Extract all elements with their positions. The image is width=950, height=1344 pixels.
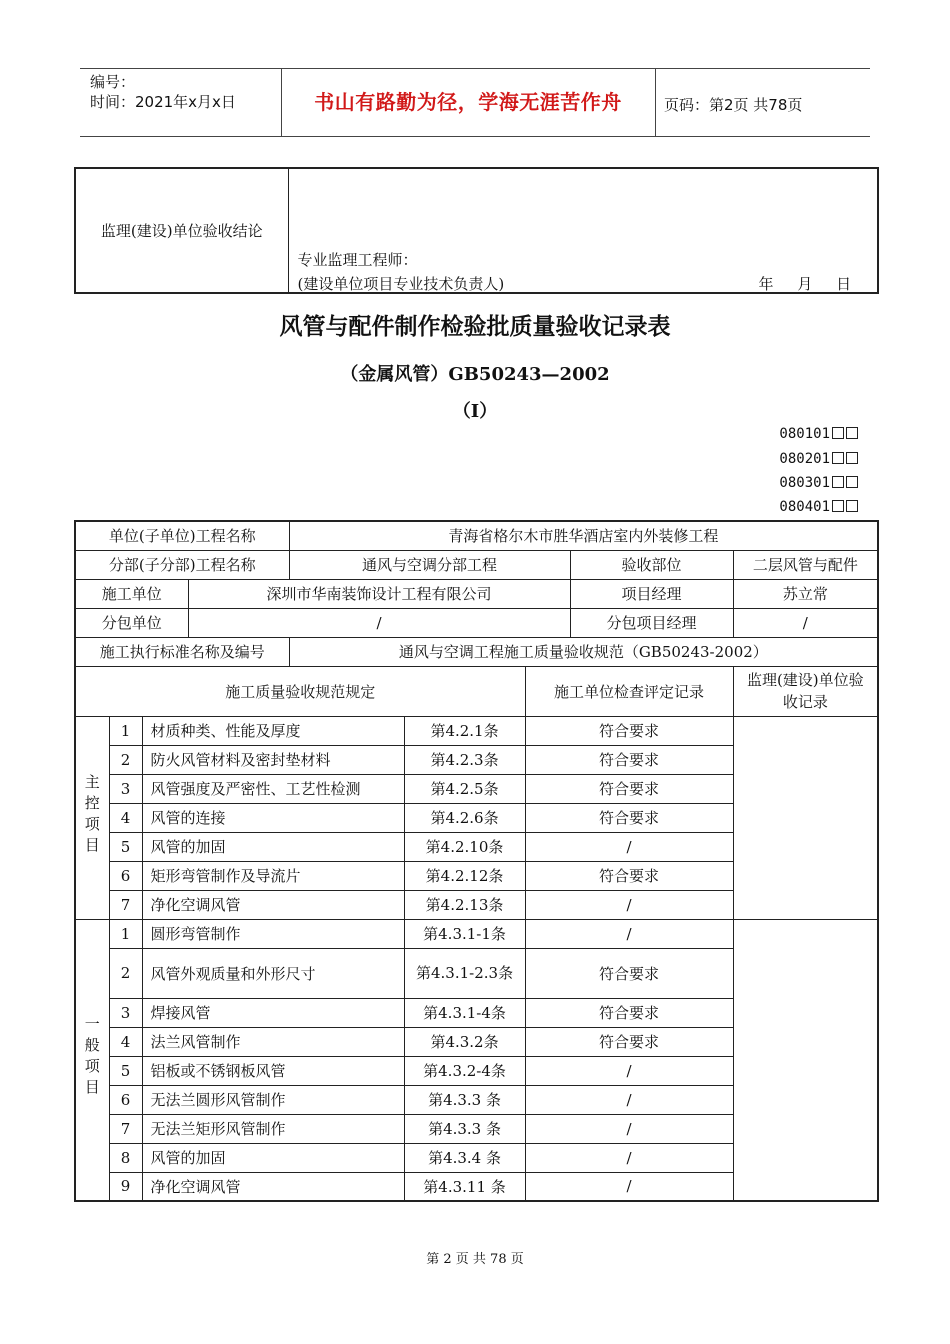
acceptance-part-value: 二层风管与配件 xyxy=(733,550,878,579)
row-no: 8 xyxy=(109,1143,142,1172)
code-line-4 xyxy=(779,499,858,515)
col-supervisor-record: 监理(建设)单位验收记录 xyxy=(733,666,878,716)
row-no: 7 xyxy=(109,890,142,919)
checkbox-icon xyxy=(832,500,844,512)
row-item: 风管外观质量和外形尺寸 xyxy=(142,948,404,998)
standard-label: 施工执行标准名称及编号 xyxy=(75,637,289,666)
division-label: 分部(子分部)工程名称 xyxy=(75,550,289,579)
checkbox-icon xyxy=(832,476,844,488)
code-value: 080201 xyxy=(779,451,830,467)
pm-label: 项目经理 xyxy=(570,579,733,608)
contractor-value: 深圳市华南装饰设计工程有限公司 xyxy=(188,579,570,608)
row-clause: 第4.3.1-2.3条 xyxy=(404,948,525,998)
header-page-info: 页码：第2页 共78页 xyxy=(664,96,803,114)
acceptance-part-label: 验收部位 xyxy=(570,550,733,579)
row-clause: 第4.2.5条 xyxy=(404,774,525,803)
conclusion-label: 监理(建设)单位验收结论 xyxy=(75,168,288,293)
row-item: 风管的加固 xyxy=(142,832,404,861)
row-no: 6 xyxy=(109,1085,142,1114)
contractor-label: 施工单位 xyxy=(75,579,188,608)
row-clause: 第4.2.6条 xyxy=(404,803,525,832)
standard-value: 通风与空调工程施工质量验收规范（GB50243-2002） xyxy=(289,637,878,666)
row-clause: 第4.3.1-1条 xyxy=(404,919,525,948)
code-value: 080101 xyxy=(779,426,830,442)
main-items-group xyxy=(75,716,109,919)
doc-subtitle: （金属风管）GB50243—2002 xyxy=(340,364,610,385)
general-supervisor-record xyxy=(733,919,878,1201)
row-item: 防火风管材料及密封垫材料 xyxy=(142,745,404,774)
row-item: 材质种类、性能及厚度 xyxy=(142,716,404,745)
col-contractor-record: 施工单位检查评定记录 xyxy=(525,666,733,716)
row-clause: 第4.3.4 条 xyxy=(404,1143,525,1172)
row-item: 矩形弯管制作及导流片 xyxy=(142,861,404,890)
sub-pm-label: 分包项目经理 xyxy=(570,608,733,637)
row-clause: 第4.2.12条 xyxy=(404,861,525,890)
header-time: 时间：2021年x月x日 xyxy=(90,93,236,111)
row-item: 风管的加固 xyxy=(142,1143,404,1172)
doc-part: （Ⅰ） xyxy=(452,401,498,422)
unit-label: 单位(子单位)工程名称 xyxy=(75,521,289,550)
row-item: 风管强度及严密性、工艺性检测 xyxy=(142,774,404,803)
row-item: 法兰风管制作 xyxy=(142,1027,404,1056)
supervisor-conclusion-table xyxy=(74,167,879,294)
row-no: 6 xyxy=(109,861,142,890)
row-result: / xyxy=(525,1056,733,1085)
row-result: / xyxy=(525,1143,733,1172)
inspection-record-table xyxy=(74,520,879,1202)
row-no: 5 xyxy=(109,832,142,861)
row-result: / xyxy=(525,1085,733,1114)
row-clause: 第4.3.11 条 xyxy=(404,1172,525,1201)
row-clause: 第4.2.10条 xyxy=(404,832,525,861)
sub-label: 分包单位 xyxy=(75,608,188,637)
row-no: 9 xyxy=(109,1172,142,1201)
row-no: 1 xyxy=(109,716,142,745)
row-result: / xyxy=(525,919,733,948)
row-no: 3 xyxy=(109,998,142,1027)
row-clause: 第4.3.2-4条 xyxy=(404,1056,525,1085)
code-line-3 xyxy=(779,475,858,491)
code-line-1 xyxy=(779,426,858,442)
row-result: 符合要求 xyxy=(525,1027,733,1056)
main-items-label: 主控项目 xyxy=(82,773,101,858)
header-number: 编号： xyxy=(90,73,136,91)
main-supervisor-record xyxy=(733,716,878,919)
checkbox-icon xyxy=(832,427,844,439)
checkbox-icon xyxy=(846,427,858,439)
row-no: 4 xyxy=(109,803,142,832)
row-item: 无法兰圆形风管制作 xyxy=(142,1085,404,1114)
date-label: 年 月 日 xyxy=(758,275,852,293)
row-result: 符合要求 xyxy=(525,948,733,998)
sub-pm-value: / xyxy=(733,608,878,637)
code-value: 080401 xyxy=(779,499,830,515)
header-bottom-rule xyxy=(80,136,870,137)
col-spec: 施工质量验收规范规定 xyxy=(75,666,525,716)
row-no: 5 xyxy=(109,1056,142,1085)
engineer-label: 专业监理工程师： xyxy=(297,251,418,269)
row-result: 符合要求 xyxy=(525,745,733,774)
row-clause: 第4.3.2条 xyxy=(404,1027,525,1056)
row-clause: 第4.2.1条 xyxy=(404,716,525,745)
unit-value: 青海省格尔木市胜华酒店室内外装修工程 xyxy=(289,521,878,550)
sub-value: / xyxy=(188,608,570,637)
row-item: 无法兰矩形风管制作 xyxy=(142,1114,404,1143)
row-clause: 第4.3.3 条 xyxy=(404,1085,525,1114)
code-line-2 xyxy=(779,451,858,467)
checkbox-icon xyxy=(846,500,858,512)
row-no: 2 xyxy=(109,745,142,774)
row-item: 焊接风管 xyxy=(142,998,404,1027)
owner-label: (建设单位项目专业技术负责人) xyxy=(297,275,505,293)
row-result: 符合要求 xyxy=(525,774,733,803)
general-items-group xyxy=(75,919,109,1201)
row-item: 铝板或不锈钢板风管 xyxy=(142,1056,404,1085)
row-result: 符合要求 xyxy=(525,998,733,1027)
row-clause: 第4.2.13条 xyxy=(404,890,525,919)
header-divider-2 xyxy=(655,69,656,136)
code-value: 080301 xyxy=(779,475,830,491)
row-result: / xyxy=(525,890,733,919)
row-item: 净化空调风管 xyxy=(142,890,404,919)
row-result: / xyxy=(525,1114,733,1143)
checkbox-icon xyxy=(832,452,844,464)
pm-value: 苏立常 xyxy=(733,579,878,608)
row-result: / xyxy=(525,832,733,861)
checkbox-icon xyxy=(846,452,858,464)
row-result: / xyxy=(525,1172,733,1201)
row-no: 4 xyxy=(109,1027,142,1056)
row-clause: 第4.2.3条 xyxy=(404,745,525,774)
header-top-rule xyxy=(80,68,870,69)
row-item: 圆形弯管制作 xyxy=(142,919,404,948)
general-items-label: 一般项目 xyxy=(82,1015,101,1100)
row-clause: 第4.3.1-4条 xyxy=(404,998,525,1027)
page-footer: 第 2 页 共 78 页 xyxy=(426,1252,524,1267)
conclusion-sign-area xyxy=(288,168,878,293)
row-no: 3 xyxy=(109,774,142,803)
row-no: 1 xyxy=(109,919,142,948)
row-result: 符合要求 xyxy=(525,803,733,832)
row-no: 7 xyxy=(109,1114,142,1143)
row-item: 风管的连接 xyxy=(142,803,404,832)
row-no: 2 xyxy=(109,948,142,998)
checkbox-icon xyxy=(846,476,858,488)
doc-title: 风管与配件制作检验批质量验收记录表 xyxy=(279,313,671,340)
row-item: 净化空调风管 xyxy=(142,1172,404,1201)
header-motto: 书山有路勤为径，学海无涯苦作舟 xyxy=(314,90,622,114)
row-clause: 第4.3.3 条 xyxy=(404,1114,525,1143)
row-result: 符合要求 xyxy=(525,861,733,890)
division-value: 通风与空调分部工程 xyxy=(289,550,570,579)
row-result: 符合要求 xyxy=(525,716,733,745)
